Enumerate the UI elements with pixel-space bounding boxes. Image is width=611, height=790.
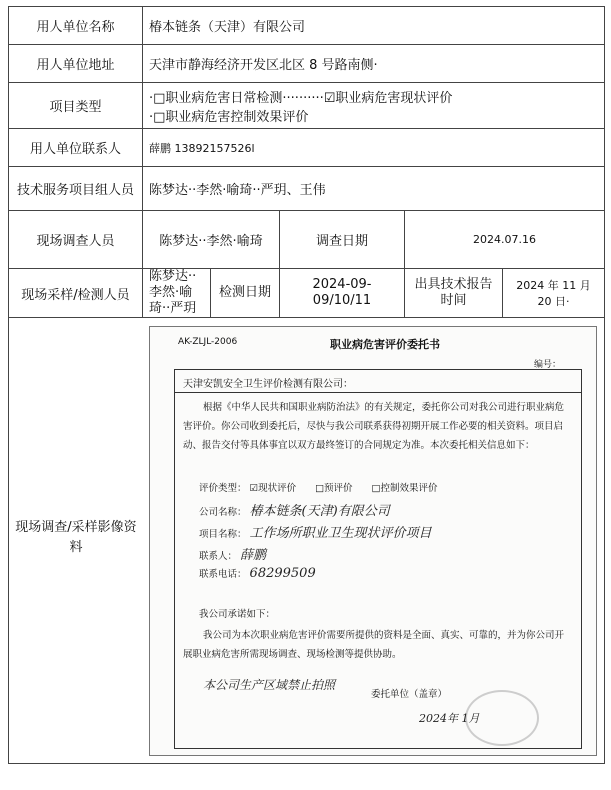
- sampling-value: 陈梦达··李然·喻琦··严玥: [143, 269, 211, 318]
- employer-name-label: 用人单位名称: [9, 7, 143, 45]
- project-type-value: [143, 83, 605, 129]
- image-label: 现场调查/采样影像资料: [15, 520, 137, 555]
- project-label: 项目名称：: [199, 528, 247, 540]
- detect-date-label: 检测日期: [211, 269, 280, 318]
- company-row: [199, 500, 390, 519]
- divider: [175, 392, 581, 393]
- letter-recipient: 天津安凯安全卫生评价检测有限公司：: [183, 378, 353, 390]
- contact-row: [199, 544, 266, 563]
- survey-staff-value: 陈梦达··李然·喻琦: [143, 211, 280, 269]
- doc-title: 职业病危害评价委托书: [330, 337, 440, 351]
- team-label: 技术服务项目组人员: [9, 167, 143, 211]
- doc-code: AK-ZLJL-2006: [178, 336, 238, 347]
- doc-number-label: 编号：: [534, 359, 562, 370]
- company-label: 公司名称：: [199, 506, 247, 518]
- sampling-label: 现场采样/检测人员: [9, 269, 143, 318]
- signer-label: 委托单位（盖章）: [371, 688, 448, 700]
- letter-paragraph: 根据《中华人民共和国职业病防治法》的有关规定，委托你公司对我公司进行职业病危害评价。你公司收到委托后，尽快与我公司联系获得初期开展工作必要的相关资料。项目启动、报告交付等具体事宜以双方最终签订的合同规定为准。本次委托相关信息如下：: [183, 401, 565, 451]
- eval-type-row: [199, 480, 438, 494]
- survey-date-value: 2024.07.16: [405, 211, 605, 269]
- image-row: [9, 318, 605, 764]
- contact-handwriting: 薛鹏: [240, 547, 267, 563]
- letter-frame: [174, 369, 582, 749]
- info-table: [8, 6, 605, 764]
- contact-label: 用人单位联系人: [9, 129, 143, 167]
- project-type-label: 项目类型: [9, 83, 143, 129]
- promise-label: 我公司承诺如下：: [199, 608, 276, 620]
- phone-label: 联系电话：: [199, 568, 247, 580]
- promise-text: 我公司为本次职业病危害评价需要所提供的资料是全面、真实、可靠的，并为你公司开展职业病危害所需现场调查、现场检测等提供协助。: [183, 629, 565, 660]
- employer-address-value: 天津市静海经济开发区北区 8 号路南侧·: [143, 45, 605, 83]
- eval-type-label: 评价类型：: [199, 482, 247, 494]
- survey-staff-label: 现场调查人员: [9, 211, 143, 269]
- phone-handwriting: 68299509: [249, 565, 316, 581]
- team-value: 陈梦达··李然·喻琦··严玥、王伟: [143, 167, 605, 211]
- phone-row: [199, 566, 316, 581]
- report-time-label: 出具技术报告时间: [405, 269, 503, 318]
- detect-date-value: 2024-09-09/10/11: [280, 269, 405, 318]
- eval-type-options: ☑现状评价 □预评价 □控制效果评价: [249, 482, 438, 494]
- project-handwriting: 工作场所职业卫生现状评价项目: [249, 525, 432, 541]
- project-type-line-2: ·□职业病危害控制效果评价: [149, 109, 309, 125]
- project-row: [199, 522, 432, 541]
- project-type-line-1: ·□职业病危害日常检测··········☑职业病危害现状评价: [149, 90, 453, 106]
- handwritten-note: 本公司生产区域禁止拍照: [203, 677, 336, 692]
- contact-person-label: 联系人：: [199, 550, 238, 562]
- survey-date-label: 调查日期: [280, 211, 405, 269]
- commission-letter-image: [149, 326, 597, 756]
- sign-date: 2024年 1月: [419, 711, 480, 725]
- employer-address-label: 用人单位地址: [9, 45, 143, 83]
- employer-name-value: 椿本链条（天津）有限公司: [143, 7, 605, 45]
- report-time-value: 2024 年 11 月 20 日·: [503, 269, 605, 318]
- company-handwriting: 椿本链条(天津)有限公司: [249, 503, 390, 519]
- contact-value: 薛鹏 13892157526l: [143, 129, 605, 167]
